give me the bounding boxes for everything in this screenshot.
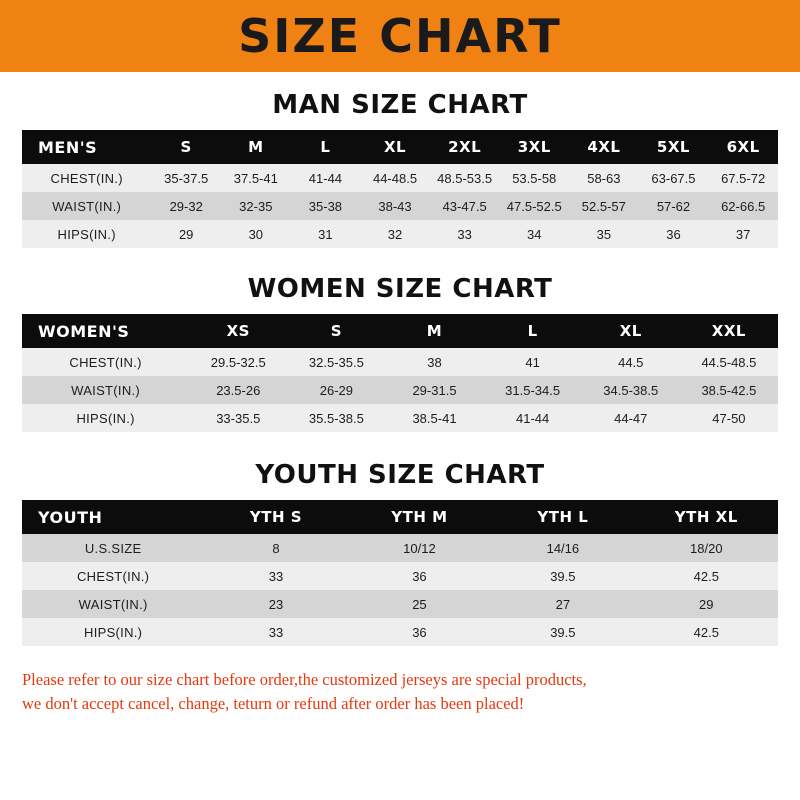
table-cell: 38 <box>385 348 483 376</box>
row-label: CHEST(IN.) <box>22 562 204 590</box>
section-title-man: MAN SIZE CHART <box>272 90 528 120</box>
table-cell: 26-29 <box>287 376 385 404</box>
table-header-row <box>22 500 778 534</box>
table-cell: 14/16 <box>491 534 634 562</box>
header-cell: M <box>221 130 291 164</box>
row-label: HIPS(IN.) <box>22 220 151 248</box>
table-cell: 8 <box>204 534 347 562</box>
table-cell: 42.5 <box>635 618 778 646</box>
table-cell: 29 <box>151 220 221 248</box>
row-label: CHEST(IN.) <box>22 164 151 192</box>
header-cell: 5XL <box>639 130 709 164</box>
table-cell: 33 <box>204 562 347 590</box>
table-cell: 36 <box>348 562 491 590</box>
header-cell: YTH L <box>491 500 634 534</box>
table-cell: 32 <box>360 220 430 248</box>
table-cell: 39.5 <box>491 618 634 646</box>
table-cell: 35.5-38.5 <box>287 404 385 432</box>
header-cell: 2XL <box>430 130 500 164</box>
page-title: SIZE CHART <box>238 9 562 63</box>
row-label: U.S.SIZE <box>22 534 204 562</box>
header-cell: S <box>287 314 385 348</box>
header-cell: XXL <box>680 314 778 348</box>
table-cell: 29-31.5 <box>385 376 483 404</box>
header-cell: XL <box>582 314 680 348</box>
table-cell: 33-35.5 <box>189 404 287 432</box>
table-cell: 41-44 <box>291 164 361 192</box>
table-row <box>22 618 778 646</box>
table-cell: 53.5-58 <box>499 164 569 192</box>
header-cell-label: MEN'S <box>22 130 151 164</box>
table-cell: 23 <box>204 590 347 618</box>
header-cell: YTH S <box>204 500 347 534</box>
section-title-women: WOMEN SIZE CHART <box>247 274 553 304</box>
header-cell: XS <box>189 314 287 348</box>
table-cell: 33 <box>430 220 500 248</box>
table-row <box>22 534 778 562</box>
header-cell: XL <box>360 130 430 164</box>
table-cell: 31.5-34.5 <box>484 376 582 404</box>
row-label: WAIST(IN.) <box>22 376 189 404</box>
header-cell: YTH XL <box>635 500 778 534</box>
table-row <box>22 590 778 618</box>
table-cell: 35-38 <box>291 192 361 220</box>
table-cell: 30 <box>221 220 291 248</box>
table-cell: 32.5-35.5 <box>287 348 385 376</box>
table-cell: 44.5 <box>582 348 680 376</box>
table-cell: 44.5-48.5 <box>680 348 778 376</box>
table-cell: 35 <box>569 220 639 248</box>
table-cell: 25 <box>348 590 491 618</box>
table-header-row <box>22 130 778 164</box>
table-row <box>22 404 778 432</box>
table-cell: 42.5 <box>635 562 778 590</box>
header-cell: YTH M <box>348 500 491 534</box>
table-women-size-chart <box>22 314 778 432</box>
header-cell-label: YOUTH <box>22 500 204 534</box>
header-cell: L <box>291 130 361 164</box>
table-cell: 58-63 <box>569 164 639 192</box>
table-cell: 39.5 <box>491 562 634 590</box>
table-cell: 38.5-41 <box>385 404 483 432</box>
table-row <box>22 220 778 248</box>
table-cell: 18/20 <box>635 534 778 562</box>
header-cell: M <box>385 314 483 348</box>
section-title-youth: YOUTH SIZE CHART <box>255 460 545 490</box>
table-cell: 67.5-72 <box>708 164 778 192</box>
table-cell: 47-50 <box>680 404 778 432</box>
table-cell: 62-66.5 <box>708 192 778 220</box>
table-cell: 32-35 <box>221 192 291 220</box>
header-cell: S <box>151 130 221 164</box>
table-row <box>22 192 778 220</box>
row-label: HIPS(IN.) <box>22 404 189 432</box>
table-cell: 29.5-32.5 <box>189 348 287 376</box>
table-cell: 38-43 <box>360 192 430 220</box>
table-cell: 47.5-52.5 <box>499 192 569 220</box>
footer-note-line2: we don't accept cancel, change, teturn or refund after order has been placed! <box>22 693 525 713</box>
header-cell-label: WOMEN'S <box>22 314 189 348</box>
table-cell: 23.5-26 <box>189 376 287 404</box>
table-row <box>22 562 778 590</box>
table-cell: 48.5-53.5 <box>430 164 500 192</box>
table-cell: 33 <box>204 618 347 646</box>
table-cell: 41-44 <box>484 404 582 432</box>
table-cell: 37.5-41 <box>221 164 291 192</box>
footer-note <box>0 668 800 716</box>
table-cell: 31 <box>291 220 361 248</box>
table-row <box>22 348 778 376</box>
table-cell: 52.5-57 <box>569 192 639 220</box>
table-cell: 37 <box>708 220 778 248</box>
table-cell: 34 <box>499 220 569 248</box>
table-cell: 34.5-38.5 <box>582 376 680 404</box>
footer-note-line1: Please refer to our size chart before order,the customized jerseys are special products, <box>22 670 587 689</box>
banner <box>0 0 800 72</box>
row-label: WAIST(IN.) <box>22 590 204 618</box>
table-row <box>22 164 778 192</box>
header-cell: 6XL <box>708 130 778 164</box>
table-cell: 44-47 <box>582 404 680 432</box>
table-youth-size-chart <box>22 500 778 646</box>
row-label: HIPS(IN.) <box>22 618 204 646</box>
header-cell: L <box>484 314 582 348</box>
table-cell: 36 <box>639 220 709 248</box>
header-cell: 3XL <box>499 130 569 164</box>
table-cell: 36 <box>348 618 491 646</box>
table-cell: 10/12 <box>348 534 491 562</box>
table-cell: 57-62 <box>639 192 709 220</box>
table-cell: 44-48.5 <box>360 164 430 192</box>
table-cell: 43-47.5 <box>430 192 500 220</box>
table-row <box>22 376 778 404</box>
table-cell: 29-32 <box>151 192 221 220</box>
header-cell: 4XL <box>569 130 639 164</box>
table-cell: 35-37.5 <box>151 164 221 192</box>
table-cell: 38.5-42.5 <box>680 376 778 404</box>
table-cell: 27 <box>491 590 634 618</box>
table-cell: 41 <box>484 348 582 376</box>
table-cell: 29 <box>635 590 778 618</box>
row-label: CHEST(IN.) <box>22 348 189 376</box>
table-header-row <box>22 314 778 348</box>
table-man-size-chart <box>22 130 778 248</box>
table-cell: 63-67.5 <box>639 164 709 192</box>
row-label: WAIST(IN.) <box>22 192 151 220</box>
content <box>0 90 800 646</box>
